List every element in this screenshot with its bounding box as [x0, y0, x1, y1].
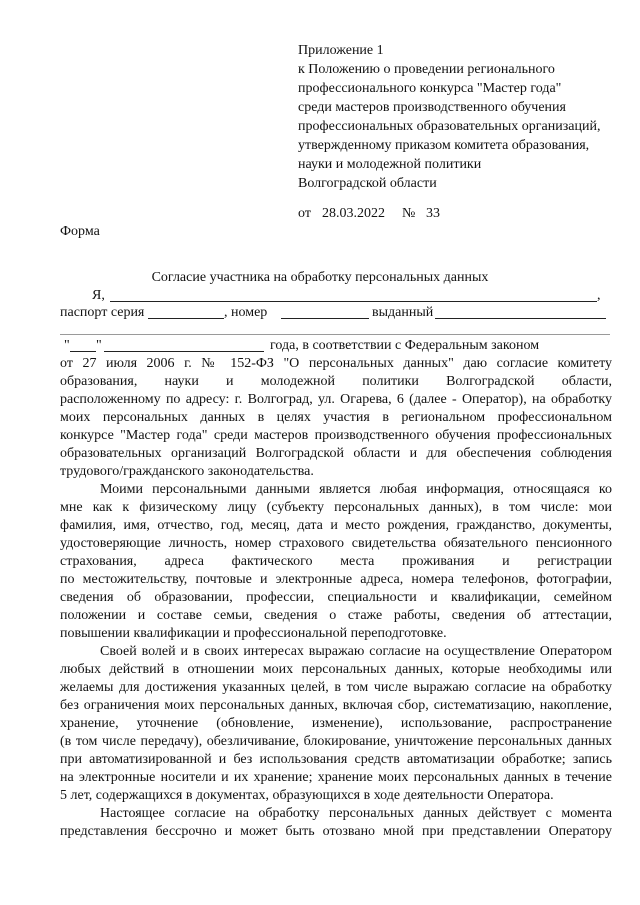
- paragraph-line: образования, науки и молодежной политики Волгоградской области,: [60, 374, 612, 389]
- paragraph-line: повышении квалификации и профессиональной переподготовке.: [60, 626, 447, 641]
- appendix-line: профессиональных образовательных организаций,: [298, 119, 601, 134]
- appendix-number-prefix: №: [402, 206, 416, 221]
- paragraph-line: трудового/гражданского законодательства.: [60, 464, 314, 479]
- paragraph-line: на электронные носители и их хранение; хранение моих персональных данных в течение: [60, 770, 612, 785]
- paragraph-line: желаемы для достижения указанных целей, в том числе выражаю согласие на обработку: [60, 680, 612, 695]
- appendix-line: науки и молодежной политики: [298, 157, 482, 172]
- issued-by-field[interactable]: [60, 334, 610, 335]
- paragraph-line: образовательных организаций Волгоградской области и для обеспечения соблюдения: [60, 446, 612, 461]
- paragraph-line: 5 лет, содержащихся в документах, образующихся в ходе деятельности Оператора.: [60, 788, 554, 803]
- paragraph-line: хранение, уточнение (обновление, изменение), использование, распространение: [60, 716, 612, 731]
- issued-field[interactable]: [435, 318, 606, 319]
- appendix-number: 33: [426, 206, 440, 221]
- month-year-field[interactable]: [104, 351, 264, 352]
- quote-close: ": [96, 338, 102, 353]
- appendix-date-prefix: от: [298, 206, 311, 221]
- paragraph-line: расположенному по адресу: г. Волгоград, ул. Огарева, 6 (далее - Оператор), на обработку: [60, 392, 612, 407]
- issued-label: выданный: [372, 305, 434, 320]
- appendix-line: Волгоградской области: [298, 176, 437, 191]
- paragraph-line: при автоматизированной и без использования средств автоматизации обработке; запись: [60, 752, 612, 767]
- paragraph-line: фамилия, имя, отчество, год, месяц, дата и место рождения, гражданство, документы,: [60, 518, 612, 533]
- paragraph-line: Моими персональными данными является любая информация, относящаяся ко: [100, 482, 612, 497]
- form-label: Форма: [60, 224, 100, 239]
- paragraph-line: страхования, адреса фактического места проживания и регистрации: [60, 554, 612, 569]
- paragraph-line: (в том числе передачу), обезличивание, блокирование, уничтожение персональных данных: [60, 734, 612, 749]
- appendix-line: среди мастеров производственного обучения: [298, 100, 566, 115]
- name-field[interactable]: [110, 301, 597, 302]
- quote-open: ": [64, 338, 70, 353]
- appendix-date: 28.03.2022: [322, 206, 385, 221]
- appendix-line: Приложение 1: [298, 43, 384, 58]
- year-text: года, в соответствии с Федеральным законом: [270, 338, 540, 353]
- appendix-line: к Положению о проведении регионального: [298, 62, 555, 77]
- paragraph-line: Своей волей и в своих интересах выражаю согласие на осуществление Оператором: [100, 644, 612, 659]
- paragraph-line: моих персональных данных в целях участия в региональном профессиональном: [60, 410, 612, 425]
- passport-number-label: , номер: [224, 305, 268, 320]
- paragraph-line: любых действий в отношении моих персональных данных, которые необходимы или: [60, 662, 612, 677]
- paragraph-line: без ограничения моих персональных данных, включая сбор, систематизацию, накопление,: [60, 698, 612, 713]
- appendix-line: профессионального конкурса "Мастер года": [298, 81, 562, 96]
- appendix-line: утвержденному приказом комитета образования,: [298, 138, 590, 153]
- paragraph-line: представления бессрочно и может быть отозвано мной при представлении Оператору: [60, 824, 612, 839]
- paragraph-line: положении и составе семьи, сведения о стаже работы, сведения об аттестации,: [60, 608, 612, 623]
- i-label: Я,: [92, 288, 105, 303]
- paragraph-line: удостоверяющие личность, номер страхового свидетельства обязательного пенсионного: [60, 536, 612, 551]
- paragraph-line: Настоящее согласие на обработку персональных данных действует с момента: [100, 806, 612, 821]
- passport-series-field[interactable]: [148, 318, 224, 319]
- paragraph-line: сведения об образовании, профессии, специальности и квалификации, семейном: [60, 590, 612, 605]
- document-title: Согласие участника на обработку персональных данных: [151, 270, 489, 285]
- name-field-end: ,: [597, 288, 601, 303]
- passport-series-label: паспорт серия: [60, 305, 145, 320]
- passport-number-field[interactable]: [281, 318, 369, 319]
- paragraph-line: по местожительству, почтовые и электронные адреса, номера телефонов, фотографии,: [60, 572, 612, 587]
- paragraph-line: от 27 июля 2006 г. № 152-ФЗ "О персональных данных" даю согласие комитету: [60, 356, 612, 371]
- paragraph-line: мне как к физическому лицу (субъекту персональных данных), в том числе: мои: [60, 500, 612, 515]
- paragraph-line: конкурсе "Мастер года" среди мастеров производственного обучения профессиональных: [60, 428, 612, 443]
- day-field[interactable]: [70, 351, 96, 352]
